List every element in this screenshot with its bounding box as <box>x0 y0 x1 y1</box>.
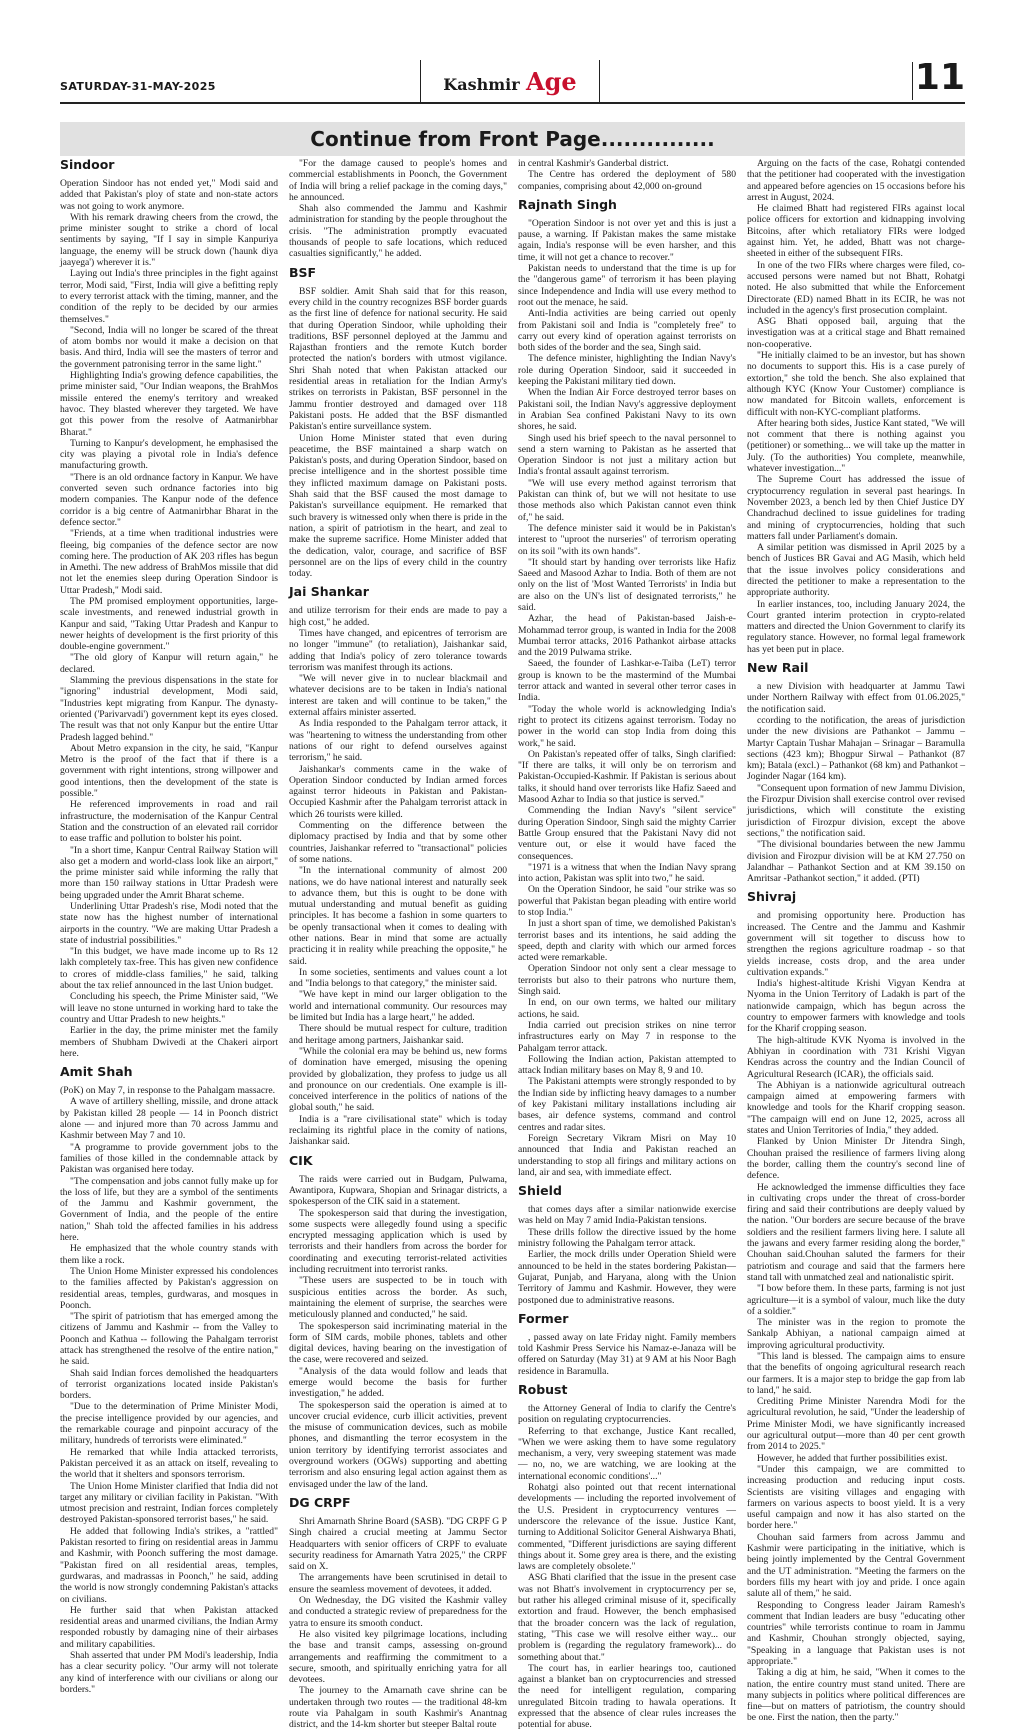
paragraph: "In this budget, we have made income up to Rs 12 lakh completely tax-free. This has given new confidence to crores of middle-class families," he said, talking about the tax relief announced in the last Union budget. <box>60 946 278 992</box>
paragraph: The Union Home Minister expressed his condolences to the families affected by Pakistan's aggression on residential areas, temples, gurdwaras, and mosques in Poonch. <box>60 1265 278 1311</box>
paragraph: The minister was in the region to promote the Sankalp Abhiyan, a national campaign aimed at improving agricultural productivity. <box>747 1317 965 1351</box>
paragraph: "Under this campaign, we are committed to increasing production and reducing input costs. Scientists are visiting villages and engaging with farmers on various aspects to boost yield. It is a very useful campaign and now it has also started on the border here." <box>747 1463 965 1532</box>
paragraph: Referring to that exchange, Justice Kant recalled, "When we were asking them to have some regulatory mechanism, a very, very sweeping statement was made — no, no, we are watching, we are looking at the international economic conditions'..." <box>518 1425 736 1482</box>
paragraph: He further said that when Pakistan attacked residential areas and unarmed civilians, the Indian Army responded robustly by damaging nine of their airbases and military capabilities. <box>60 1604 278 1650</box>
paragraph: a new Division with headquarter at Jammu Tawi under Northern Railway with effect from 01.06.2025," the notification said. <box>747 681 965 715</box>
paragraph: Chouhan said farmers from across Jammu and Kashmir were participating in the initiative, which is being jointly implemented by the Central Government and the UT administration. "Meeting the farmers on the borders fills my heart with joy and pride. I once again salute all of them," he said. <box>747 1531 965 1600</box>
masthead <box>60 58 965 102</box>
paragraph: Operation Sindoor has not ended yet," Modi said and added that Pakistan's ploy of state and non-state actors was not going to work anymore. <box>60 178 278 212</box>
paragraph: After hearing both sides, Justice Kant stated, "We will not comment that there is nothing against you (petitioner) or something... we will take up the matter in July. (To the authorities) You complete, meanwhile, whatever investigation..." <box>747 417 965 475</box>
paragraph: When the Indian Air Force destroyed terror bases on Pakistani soil, the Indian Navy's aggressive deployment in Arabian Sea confined Pakistani Navy to its own shores, he said. <box>518 387 736 433</box>
paragraph: "This land is blessed. The campaign aims to ensure that the benefits of ongoing agricultural research reach our farmers. It is a major step to bridge the gap from lab to land," he said. <box>747 1350 965 1396</box>
paragraph: On Wednesday, the DG visited the Kashmir valley and conducted a strategic review of preparedness for the yatra to ensure its smooth conduct. <box>289 1595 507 1629</box>
paragraph: Slamming the previous dispensations in the state for "ignoring" industrial development, Modi said, "Industries kept migrating from Kanpur. The dynasty-oriented ('Parivarvadi') government kept its eyes closed. The result was that not only Kanpur but the entire Uttar Pradesh lagged behind." <box>60 675 278 743</box>
paragraph: "The divisional boundaries between the new Jammu division and Firozpur division will be at KM 27.750 on Jalandhar – Pathankot Section and at KM 39.150 on Amritsar -Pathankot section," it added. (PTI) <box>747 839 965 885</box>
paragraph: "We have kept in mind our larger obligation to the world and international community. Our resources may be limited but India has a large heart," he added. <box>289 989 507 1024</box>
headline-cik: CIK <box>289 1152 313 1168</box>
paragraph: Times have changed, and epicentres of terrorism are no longer "immune" (to retaliation), Jaishankar said, adding that India's policy of zero tolerance towards terrorism was manifest through its actions. <box>289 627 507 673</box>
paragraph: Arguing on the facts of the case, Rohatgi contended that the petitioner had cooperated with the investigation and appeared before agencies on 15 occasions before his arrest in August, 2024. <box>747 158 965 203</box>
paragraph: Earlier, the mock drills under Operation Shield were announced to be held in the states bordering Pakistan—Gujarat, Punjab, and Haryana, along with the Union Territory of Jammu and Kashmir. However, they were postponed due to administrative reasons. <box>518 1249 736 1306</box>
headline-former: Former <box>518 1310 569 1326</box>
paragraph: that comes days after a similar nationwide exercise was held on May 7 amid India-Pakistan tensions. <box>518 1204 736 1227</box>
paragraph: and promising opportunity here. Production has increased. The Centre and the Jammu and Kashmir government will sit together to discuss how to strengthen the regions agriculture roadmap - so that yields increase, costs drop, and the area under cultivation expands." <box>747 910 965 978</box>
paragraph: "He initially claimed to be an investor, but has shown no documents to support this. His is a case purely of extortion," she told the bench. She also explained that although KYC (Know Your Customer) compliance is now mandated for Bitcoin wallets, enforcement is difficult with non-KYC-compliant platforms. <box>747 350 965 418</box>
paragraph: These drills follow the directive issued by the home ministry following the Pahalgam terror attack. <box>518 1226 736 1250</box>
paragraph: Anti-India activities are being carried out openly from Pakistani soil and India is "completely free" to carry out every kind of operation against terrorists on both sides of the border and the sea, Singh said. <box>518 308 736 354</box>
paragraph: As India responded to the Pahalgam terror attack, it was "heartening to witness the understanding from other nations of our right to defend ourselves against terrorism," he said. <box>289 718 507 764</box>
headline-rajnath-singh: Rajnath Singh <box>518 196 617 212</box>
paragraph: On Pakistan's repeated offer of talks, Singh clarified: "If there are talks, it will only be on terrorism and Pakistan-Occupied-Kashmir. If Pakistan is serious about talks, it should hand over terrorists like Hafiz Saeed and Masood Azhar to India so that justice is served." <box>518 748 736 806</box>
paragraph: The spokesperson said the operation is aimed at to uncover crucial evidence, curb illicit activities, prevent the misuse of communication devices, such as mobile phones, and dismantling the terror ecosystem in the union territory by identifying terrorist associates and overground workers (OGWs) supporting and abetting terrorism and also ensuring legal action against them as envisaged under the law of the land. <box>289 1399 507 1490</box>
paragraph: He acknowledged the immense difficulties they face in cultivating crops under the threat of cross-border firing and said their contributions are deeply valued by the nation. "Our borders are secure because of the brave soldiers and the resilient farmers living here. I salute all the jawans and every farmer residing along the border," Chouhan said.Chouhan saluted the farmers for their patriotism and courage and said that the farmers here stand tall with unmatched zeal and nationalistic spirit. <box>747 1181 965 1283</box>
paragraph: A wave of artillery shelling, missile, and drone attack by Pakistan killed 28 people — 14 in Poonch district alone — and injured more than 70 across Jammu and Kashmir between May 7 and 10. <box>60 1096 278 1142</box>
paragraph: "Operation Sindoor is not over yet and this is just a pause, a warning. If Pakistan makes the same mistake again, India's response will be even harsher, and this time, it will not get a chance to recover." <box>518 217 736 263</box>
paragraph: Singh used his brief speech to the naval personnel to send a stern warning to Pakistan as he asserted that Operation Sindoor is not just a military action but India's frontal assault against terrorism. <box>518 432 736 478</box>
section-title: Continue from Front Page............... <box>310 127 715 151</box>
paragraph: The PM promised employment opportunities, large-scale investments, and renewed industrial growth in Kanpur and said, "Taking Uttar Pradesh and Kanpur to newer heights of development is the first priority of this double-engine government." <box>60 595 278 653</box>
headline-new-rail: New Rail <box>747 660 809 676</box>
paragraph: He added that following India's strikes, a "rattled" Pakistan resorted to firing on residential areas in Jammu and Kashmir, with Poonch suffering the most damage. "Pakistan fired on all residential areas, temples, gurdwaras, and madrassas in Poonch," he said, adding the world is now strongly condemning Pakistan's attacks on civilians. <box>60 1525 278 1605</box>
paragraph: The Pakistani attempts were strongly responded to by the Indian side by inflicting heavy damages to a number of key Pakistani military installations including air bases, air defence systems, command and control centres and radar sites. <box>518 1076 736 1133</box>
paragraph: "We will never give in to nuclear blackmail and whatever decisions are to be taken in India's national interest are taken and will continue to be taken," the external affairs minister asserted. <box>289 673 507 719</box>
paragraph: "Consequent upon formation of new Jammu Division, the Firozpur Division shall exercise control over revised jurisdictions, which will constitute the existing jurisdiction of Firozpur division, except the above sections," the notification said. <box>747 782 965 839</box>
paragraph: He also visited key pilgrimage locations, including the base and transit camps, assessing on-ground arrangements and reaffirming the commitment to a secure, smooth, and spiritually enriching yatra for all devotees. <box>289 1628 507 1686</box>
paragraph: Turning to Kanpur's development, he emphasised the city was playing a pivotal role in India's defence manufacturing growth. <box>60 437 278 472</box>
headline-jai-shankar: Jai Shankar <box>289 584 369 600</box>
paragraph: Rohatgi also pointed out that recent international developments — including the reported involvement of the U.S. President in cryptocurrency ventures — underscore the relevance of the issue. Justice Kant, turning to Additional Solicitor General Aishwarya Bhati, commented, "Different jurisdictions are saying different things about it. Some grey area is there, and the existing laws are completely obsolete." <box>518 1482 736 1573</box>
paragraph: "Second, India will no longer be scared of the threat of atom bombs nor would it make a decision on that basis. And third, India will see the masters of terror and the government patronising terror in the same light." <box>60 324 278 370</box>
page-number: 11 <box>914 57 965 98</box>
paragraph: India carried out precision strikes on nine terror infrastructures early on May 7 in response to the Pahalgam terror attack. <box>518 1019 736 1054</box>
paragraph: India is a "rare civilisational state" which is today reclaiming its rightful place in the comity of nations, Jaishankar said. <box>289 1113 507 1148</box>
paragraph: He referenced improvements in road and rail infrastructure, the modernisation of the Kanpur Central Station and the construction of an elevated rail corridor to ease traffic and pollution to bolster his point. <box>60 799 278 845</box>
paragraph: Highlighting India's growing defence capabilities, the prime minister said, "Our Indian weapons, the BrahMos missile entered the enemy's territory and wreaked havoc. They blasted wherever they targeted. We have got this power from the resolve of Aatmanirbhar Bharat." <box>60 370 278 438</box>
paragraph: "These users are suspected to be in touch with suspicious entities across the border. As such, maintaining the element of surprise, the searches were meticulously planned and conducted," he said. <box>289 1275 507 1321</box>
paragraph: Shah also commended the Jammu and Kashmir administration for standing by the people throughout the crisis. "The administration promptly evacuated thousands of people to safe locations, which reduced casualties significantly," he added. <box>289 203 507 260</box>
paragraph: The spokesperson said that during the investigation, some suspects were allegedly found using a specific encrypted messaging application which is used by terrorists and their handlers from across the border for coordinating and executing terrorist-related activities including recruitment into terrorist ranks. <box>289 1207 507 1276</box>
paragraph: Laying out India's three principles in the fight against terror, Modi said, "First, India will give a befitting reply to every terrorist attack with the timing, manner, and the condition of the reply to be decided by our armies themselves." <box>60 268 278 325</box>
paragraph: He remarked that while India attacked terrorists, Pakistan perceived it as an attack on itself, revealing to the world that it shelters and sponsors terrorism. <box>60 1446 278 1481</box>
paragraph: Jaishankar's comments came in the wake of Operation Sindoor conducted by Indian armed forces against terror hideouts in Pakistan and Pakistan-Occupied Kashmir after the Pahalgam terrorist attack in which 26 tourists were killed. <box>289 763 507 820</box>
paragraph: The Centre has ordered the deployment of 580 companies, comprising about 42,000 on-ground <box>518 169 736 192</box>
paragraph: With his remark drawing cheers from the crowd, the prime minister sought to strike a chord of local sentiments by saying, "If I say in simple Kanpuriya language, the enemy will be struck down ('haunk diya jaayega') wherever it is." <box>60 211 278 269</box>
paragraph: "A programme to provide government jobs to the families of those killed in the condemnable attack by Pakistan was organised here today. <box>60 1141 278 1176</box>
paragraph: "Analysis of the data would follow and leads that emerge would become the basis for further investigation," he added. <box>289 1365 507 1400</box>
paragraph: "For the damage caused to people's homes and commercial establishments in Poonch, the Government of India will bring a relief package in the coming days," he announced. <box>289 158 507 203</box>
paragraph: In earlier instances, too, including January 2024, the Court granted interim protection in crypto-related matters and directed the Union Government to clarify its regulatory stance. However, no formal legal framework has yet been put in place. <box>747 598 965 655</box>
paragraph: "There is an old ordnance factory in Kanpur. We have converted seven such ordnance factories into big modern companies. The Kanpur node of the defence corridor is a big centre of Aatmanirbhar Bharat in the defence sector." <box>60 471 278 528</box>
paragraph: Underlining Uttar Pradesh's rise, Modi noted that the state now has the highest number of international airports in the country. "We are making Uttar Pradesh a state of industrial possibilities." <box>60 901 278 946</box>
paragraph: Commending the Indian Navy's "silent service" during Operation Sindoor, Singh said the mighty Carrier Battle Group ensured that the Pakistani Navy did not venture out, or else it would have faced the consequences. <box>518 805 736 862</box>
paragraph: However, he added that further possibilities exist. <box>757 1452 948 1464</box>
headline-amit-shah: Amit Shah <box>60 1064 133 1080</box>
paragraph: The raids were carried out in Budgam, Pulwama, Awantipora, Kupwara, Shopian and Srinagar districts, a spokesperson of the CIK said in a statement. <box>289 1173 507 1208</box>
paragraph: India's highest-altitude Krishi Vigyan Kendra at Nyoma in the Union Territory of Ladakh is part of the nationwide campaign, which has begun across the country to empower farmers with knowledge and tools for the Kharif cropping season. <box>747 978 965 1035</box>
headline-dg-crpf: DG CRPF <box>289 1494 351 1510</box>
paragraph: Following the Indian action, Pakistan attempted to attack Indian military bases on May 8, 9 and 10. <box>518 1053 736 1077</box>
paragraph: Shah said Indian forces demolished the headquarters of terrorist organizations located inside Pakistan's borders. <box>60 1367 278 1402</box>
paragraph: "1971 is a witness that when the Indian Navy sprang into action, Pakistan was split into two," he said. <box>518 861 736 885</box>
paragraph: "The old glory of Kanpur will return again," he declared. <box>60 652 278 675</box>
section-banner <box>60 122 965 156</box>
issue-date: SATURDAY-31-MAY-2025 <box>60 80 216 93</box>
page-number-divider <box>912 62 913 100</box>
headline-sindoor: Sindoor <box>60 157 115 172</box>
paragraph: On the Operation Sindoor, he said "our strike was so powerful that Pakistan began pleading with entire world to stop India." <box>518 884 736 918</box>
paragraph: "While the colonial era may be behind us, new forms of domination have emerged, misusing the opening provided by globalization, they profess to judge us all and pronounce on our credentials. One example is ill-conceived interference in the politics of nations of the global south," he said. <box>289 1045 507 1114</box>
logo-word-kashmir: Kashmir <box>443 75 520 94</box>
paragraph: The arrangements have been scrutinised in detail to ensure the seamless movement of devotees, it added. <box>289 1572 507 1595</box>
logo-word-age: Age <box>526 67 577 96</box>
headline-bsf: BSF <box>289 264 317 280</box>
paragraph: Azhar, the head of Pakistan-based Jaish-e-Mohammad terror group, is wanted in India for the 2008 Mumbai terror attacks, 2016 Pathankot airbase attacks and the 2019 Pulwama strike. <box>518 613 736 659</box>
paragraph: The court has, in earlier hearings too, cautioned against a blanket ban on cryptocurrencies and stressed the need for intelligent regulation, comparing unregulated Bitcoin trading to hawala operations. It expressed that the absence of clear rules increases the potential for abuse. <box>518 1662 736 1731</box>
logo-text <box>443 67 576 96</box>
logo <box>420 60 600 102</box>
paragraph: The defence minister, highlighting the Indian Navy's role during Operation Sindoor, said it succeeded in keeping the Pakistani military tied down. <box>518 353 736 388</box>
headline-robust: Robust <box>518 1381 568 1397</box>
paragraph: Concluding his speech, the Prime Minister said, "We will leave no stone unturned in working hard to take the country and Uttar Pradesh to new heights." <box>60 991 278 1025</box>
paragraph: The Abhiyan is a nationwide agricultural outreach campaign aimed at empowering farmers with knowledge and tools for the Kharif cropping season. "The campaign will end on June 12, 2025, across all states and Union Territories of India," they added. <box>747 1079 965 1137</box>
paragraph: ASG Bhati clarified that the issue in the present case was not Bhatt's involvement in cryptocurrency per se, but rather his alleged criminal misuse of it, specifically extortion and fraud. However, the bench emphasised that the broader concern was the lack of regulation, stating, "This case we will resolve either way... our problem is (regarding the regulatory framework)... do something about that." <box>518 1572 736 1663</box>
headline-shield: Shield <box>518 1183 562 1199</box>
headline-shivraj: Shivraj <box>747 889 797 905</box>
article-columns <box>60 157 965 1731</box>
paragraph: The defence minister said it would be in Pakistan's interest to "uproot the nurseries" of terrorism operating on its soil "with its own hands". <box>518 522 736 557</box>
paragraph: and utilize terrorism for their ends are made to pay a high cost," he added. <box>289 605 507 628</box>
paragraph: There should be mutual respect for culture, tradition and heritage among partners, Jaishankar said. <box>289 1023 507 1046</box>
paragraph: Responding to Congress leader Jairam Ramesh's comment that Indian leaders are busy "educating other countries" while terrorists continue to roam in Jammu and Kashmir, Chouhan strongly objected, saying, "Speaking in a language that Pakistan uses is not appropriate." <box>747 1599 965 1667</box>
paragraph: (PoK) on May 7, in response to the Pahalgam massacre. <box>60 1085 276 1097</box>
paragraph: "Due to the determination of Prime Minister Modi, the precise intelligence provided by our agencies, and the remarkable courage and pinpoint accuracy of the military, hundreds of terrorists were eliminated." <box>60 1401 278 1447</box>
paragraph: About Metro expansion in the city, he said, "Kanpur Metro is the proof of the fact that if there is a government with right intentions, strong willpower and good intentions, then the development of the state is possible." <box>60 742 278 800</box>
paragraph: Operation Sindoor not only sent a clear message to terrorists but also to their patrons who nurture them, Singh said. <box>518 963 736 998</box>
paragraph: He claimed Bhatt had registered FIRs against local police officers for extortion and kidnapping involving Bitcoins, after which retaliatory FIRs were lodged against him. Yet, he added, Bhatt was not charge-sheeted in either of the subsequent FIRs. <box>747 203 965 260</box>
paragraph: He emphasized that the whole country stands with them like a rock. <box>60 1243 278 1266</box>
paragraph: "In the international community of almost 200 nations, we do have national interest and naturally seek to advance them, but this is ought to be done with mutual understanding and mutual benefit as guiding principles. It has become a fashion in some quarters to be openly transactional when it comes to dealing with other nations. Bear in mind that some are actually practicing it in reality while preaching the opposite," he said. <box>289 865 507 967</box>
paragraph: , passed away on late Friday night. Family members told Kashmir Press Service his Namaz-e-Janaza will be offered on Saturday (May 31) at 9 AM at his Noor Bagh residence in Baramulla. <box>518 1331 736 1377</box>
paragraph: Saeed, the founder of Lashkar-e-Taiba (LeT) terror group is known to be the mastermind of the Mumbai terror attack and wanted in several other terror cases in India. <box>518 658 736 704</box>
paragraph: The Supreme Court has addressed the issue of cryptocurrency regulation in several past hearings. In November 2023, a bench led by then Chief Justice DY Chandrachud declined to issue guidelines for trading and mining of cryptocurrencies, holding that such matters fall under Parliament's domain. <box>747 474 965 542</box>
paragraph: The high-altitude KVK Nyoma is involved in the Abhiyan in coordination with 731 Krishi Vigyan Kendras across the country and the Indian Council of Agricultural Research (ICAR), the officials said. <box>747 1034 965 1080</box>
paragraph: "In a short time, Kanpur Central Railway Station will also get a modern and world-class look like an airport," the prime minister said while informing the rally that more than 150 railway stations in Uttar Pradesh were being upgraded under the Amrit Bharat scheme. <box>60 844 278 901</box>
paragraph: "It should start by handing over terrorists like Hafiz Saeed and Masood Azhar to India. Both of them are not only on the list of 'Most Wanted Terrorists' in India but are also on the UN's list of designated terrorists," he said. <box>518 556 736 613</box>
paragraph: ccording to the notification, the areas of jurisdiction under the new divisions are Pathankot – Jammu – Martyr Captain Tushar Mahajan – Srinagar – Baramulla sections (423 km); Bhogpur Sirwal – Pathankot (87 km); Batala (excl.) – Pathankot (68 km) and Pathankot – Joginder Nagar (164 km). <box>747 714 965 783</box>
paragraph: The spokesperson said incriminating material in the form of SIM cards, mobile phones, tablets and other digital devices, having bearing on the investigation of the case, were recovered and seized. <box>289 1320 507 1366</box>
paragraph: Crediting Prime Minister Narendra Modi for the agricultural revolution, he said, "Under the leadership of Prime Minister Modi, we have significantly increased our agricultural output—more than 40 per cent growth from 2014 to 2025." <box>747 1396 965 1453</box>
paragraph: Shah asserted that under PM Modi's leadership, India has a clear security policy. "Our army will not tolerate any kind of interference with our civilians or along our borders." <box>60 1650 278 1695</box>
paragraph: Flanked by Union Minister Dr Jitendra Singh, Chouhan praised the resilience of farmers living along the border, calling them the country's second line of defence. <box>747 1136 965 1182</box>
paragraph: "I bow before them. In these parts, farming is not just agriculture—it is a symbol of valour, much like the duty of a soldier." <box>747 1283 965 1317</box>
paragraph: In one of the two FIRs where charges were filed, co-accused persons were named but not Bhatt, Rohatgi noted. He also submitted that while the Enforcement Directorate (ED) named Bhatt in its ECIR, he was not included in the agency's first prosecution complaint. <box>747 259 965 316</box>
paragraph: Union Home Minister stated that even during peacetime, the BSF maintained a sharp watch on Pakistan's posts, and during Operation Sindoor, based on precise intelligence and in the shortest possible time they inflicted maximum damage on Pakistani posts. Shah said that the BSF caused the most damage to Pakistan's surveillance equipment. He remarked that such bravery is witnessed only when there is pride in the nation, a spirit of patriotism in the heart, and zeal to make the supreme sacrifice. Home Minister added that the dedication, valor, courage, and sacrifice of BSF personnel are on the lips of every child in the country today. <box>289 432 507 580</box>
column-2 <box>289 158 507 1731</box>
paragraph: The Union Home Minister clarified that India did not target any military or civilian facility in Pakistan. "With utmost precision and restraint, Indian forces completely destroyed Pakistan-sponsored terrorist bases," he said. <box>60 1480 278 1526</box>
paragraph: Shri Amarnath Shrine Board (SASB). "DG CRPF G P Singh chaired a crucial meeting at Jammu Sector Headquarters with senior officers of CRPF to evaluate security readiness for Amarnath Yatra 2025," the CRPF said on X. <box>289 1515 507 1573</box>
paragraph: the Attorney General of India to clarify the Centre's position on regulating cryptocurrencies. <box>518 1402 736 1426</box>
paragraph: A similar petition was dismissed in April 2025 by a bench of Justices BR Gavai and AG Masih, which held that the issue involves policy considerations and directed the petitioner to make a representation to the appropriate authority. <box>747 542 965 599</box>
column-3 <box>518 158 736 1731</box>
paragraph: "We will use every method against terrorism that Pakistan can think of, but we will not hesitate to use those methods also which Pakistan cannot even think of," he said. <box>518 477 736 523</box>
paragraph: In just a short span of time, we demolished Pakistan's terrorist bases and its intentions, he said adding the speed, depth and clarity with which our armed forces acted were remarkable. <box>518 918 736 964</box>
paragraph: BSF soldier. Amit Shah said that for this reason, every child in the country recognizes BSF border guards as the first line of defence for national security. He said that during Operation Sindoor, while upholding their traditions, BSF personnel deployed at the Jammu and Rajasthan frontiers and the remote Kutch border protected the nation's borders with utmost vigilance. Shri Shah noted that when Pakistan attacked our residential areas in retaliation for the Indian Army's strikes on terrorists in Pakistan, BSF personnel in the Jammu frontier destroyed and damaged over 118 Pakistani posts. He added that the BSF dismantled Pakistan's entire surveillance system. <box>289 285 507 433</box>
masthead-rule <box>60 102 965 104</box>
paragraph: The journey to the Amarnath cave shrine can be undertaken through two routes — the traditional 48-km route via Pahalgam in south Kashmir's Anantnag district, and the 14-km shorter but steeper Baltal route <box>289 1685 507 1731</box>
paragraph: In some societies, sentiments and values count a lot and "India belongs to that category," the minister said. <box>289 966 507 990</box>
paragraph: "Today the whole world is acknowledging India's right to protect its citizens against terrorism. Today no power in the world can stop India from doing this work," he said. <box>518 703 736 749</box>
paragraph: "Friends, at a time when traditional industries were fleeing, big companies of the defence sector are now coming here. The production of AK 203 rifles has begun in Amethi. The new address of BrahMos missile that did not let the enemies sleep during Operation Sindoor is Uttar Pradesh," Modi said. <box>60 528 278 596</box>
paragraph: in central Kashmir's Ganderbal district. <box>518 158 669 169</box>
paragraph: "The compensation and jobs cannot fully make up for the loss of life, but they are a symbol of the sentiments of the Jammu and Kashmir government, the Government of India, and the people of the entire nation," Shah told the affected families in his address here. <box>60 1175 278 1244</box>
paragraph: Commenting on the difference between the diplomacy practised by India and that by some other countries, Jaishankar referred to "transactional" policies of some nations. <box>289 820 507 865</box>
paragraph: In end, on our own terms, we halted our military actions, he said. <box>518 997 736 1020</box>
paragraph: Foreign Secretary Vikram Misri on May 10 announced that India and Pakistan reached an understanding to stop all firings and military actions on land, air and sea, with immediate effect. <box>518 1132 736 1178</box>
paragraph: "The spirit of patriotism that has emerged among the citizens of Jammu and Kashmir -- from the Valley to Poonch and Kathua -- following the Pahalgam terrorist attack has strengthened the resolve of the entire nation," he said. <box>60 1311 278 1368</box>
column-1 <box>60 157 278 1695</box>
paragraph: ASG Bhati opposed bail, arguing that the investigation was at a critical stage and Bhatt remained non-cooperative. <box>747 316 965 350</box>
column-4 <box>747 158 965 1724</box>
paragraph: Taking a dig at him, he said, "When it comes to the nation, the entire country must stand united. There are many subjects in politics where political differences are fine—but on matters of patriotism, the country should be one. First the nation, then the party." <box>747 1667 965 1724</box>
paragraph: Pakistan needs to understand that the time is up for the "dangerous game" of terrorism it has been playing since Independence and India will use every method to root out the menace, he said. <box>518 263 736 308</box>
paragraph: Earlier in the day, the prime minister met the family members of Shubham Dwivedi at the Chakeri airport here. <box>60 1025 278 1059</box>
